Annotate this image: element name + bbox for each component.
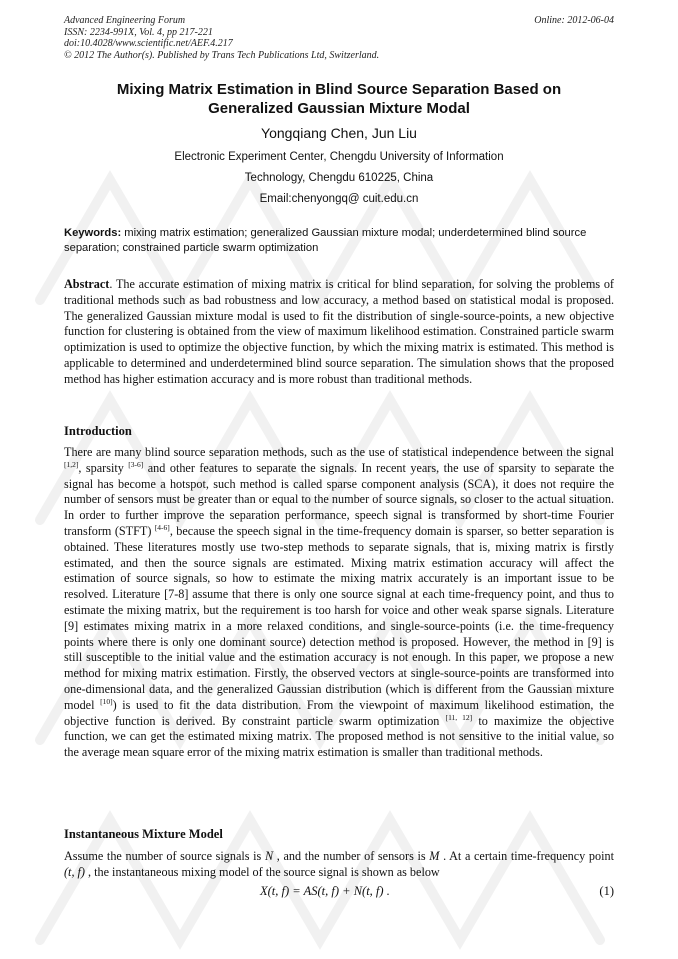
- affiliation-line-1: Electronic Experiment Center, Chengdu University of Information: [174, 151, 504, 163]
- intro-text-3: and other features to separate the signals. In recent years, the use of sparsity to separate the signal has become a hotspot, such method is called sparse component analysis (SCA), it does not require the number of sensors must be greater than or equal to the number of source signals, so closer to the actual situation. In order to further improve the separation performance, speech signal is transformed by short-time Fourier transform (STFT): [64, 460, 614, 538]
- model-heading: Instantaneous Mixture Model: [64, 827, 223, 841]
- citation: [1,2]: [64, 459, 79, 469]
- variable-tf: (t, f): [64, 864, 85, 879]
- journal-header: [64, 15, 614, 61]
- paper-title: [64, 80, 614, 118]
- citation: [4-6]: [154, 522, 170, 532]
- citation: [3-6]: [128, 459, 144, 469]
- abstract-text: . The accurate estimation of mixing matrix is critical for blind separation, for solving the problems of traditional methods such as bad robustness and low accuracy, a method based on statistical modal is proposed. The generalized Gaussian mixture modal is used to fit the distribution of single-source-points, a new objective function for clustering is obtained from the view of maximum likelihood estimation. Constrained particle swarm optimization is used to optimize the objective function, by which the mixing matrix is estimated. This method is applicable to determined and underdetermined blind source separation. The simulation shows that the proposed method has higher estimation accuracy and is more robust than traditional methods.: [64, 277, 614, 386]
- intro-text-5: ) is used to fit the data distribution. From the viewpoint of maximum likelihood estimation, the objective function is derived. By constraint particle swarm optimization: [64, 697, 614, 728]
- introduction-text: [64, 445, 614, 761]
- abstract-label: Abstract: [64, 277, 110, 291]
- issn: ISSN: 2234-991X, Vol. 4, pp 217-221: [64, 26, 213, 38]
- keywords: [64, 226, 614, 255]
- keywords-label: Keywords:: [64, 227, 122, 239]
- title-line-2: Generalized Gaussian Mixture Modal: [208, 100, 470, 117]
- journal-name: Advanced Engineering Forum: [64, 15, 186, 26]
- model-text-2: , and the number of sensors is: [273, 849, 430, 863]
- model-text-4: , the instantaneous mixing model of the source signal is shown as below: [84, 864, 440, 879]
- citation: [10]: [100, 696, 113, 706]
- model-text-3: . At a certain time-frequency point: [439, 849, 614, 863]
- variable-m: M: [429, 849, 440, 863]
- intro-text-1: There are many blind source separation methods, such as the use of statistical independence between the signal: [64, 445, 614, 459]
- variable-n: N: [264, 849, 274, 863]
- citation: [11, 12]: [445, 712, 473, 722]
- authors: Yongqiang Chen, Jun Liu: [261, 125, 417, 141]
- equation-formula: X(t, f) = AS(t, f) + N(t, f) .: [260, 884, 390, 898]
- equation-number: (1): [599, 884, 614, 898]
- doi: doi:10.4028/www.scientific.net/AEF.4.217: [64, 38, 233, 50]
- intro-text-4: , because the speech signal in the time-frequency domain is sparser, so better separation is obtained. These literatures mostly use two-step methods to separate signals, that is, mixing matrix is firstly estimated, and then the source signals are estimated. Mixing matrix estimation accuracy will affect the estimation of source signals, so how to estimate the mixing matrix accurately is an important issue to be resolved. Literature [7-8] assume that there is only one source signal at each time-frequency point, and thus to estimate the mixing matrix, but the requirement is too harsh for voice and other weak sparse signals. Literature [9] estimates mixing matrix in a more relaxed conditions, and single-source-points (i.e. the time-frequency points where there is only one dominant source) detection method is proposed. However, the method in [9] is still susceptible to the initial value and the estimation accuracy is not enough. In this paper, we propose a new method for mixing matrix estimation. Firstly, the observed vectors at single-source-points are transformed into one-dimensional data, and the generalized Gaussian distribution (which is different from the Gaussian mixture model: [64, 523, 614, 712]
- introduction-heading: Introduction: [64, 424, 132, 438]
- model-text: [64, 849, 614, 881]
- email: Email:chenyongq@ cuit.edu.cn: [259, 193, 419, 205]
- intro-text-2: , sparsity: [78, 460, 129, 475]
- online-date: Online: 2012-06-04: [534, 15, 614, 26]
- copyright: © 2012 The Author(s). Published by Trans Tech Publications Ltd, Switzerland.: [64, 49, 380, 61]
- abstract: [64, 277, 614, 388]
- keywords-text: mixing matrix estimation; generalized Gaussian mixture modal; underdetermined blind source separation; constrained particle swarm optimization: [64, 227, 587, 254]
- title-line-1: Mixing Matrix Estimation in Blind Source Separation Based on: [116, 81, 562, 98]
- affiliation-line-2: Technology, Chengdu 610225, China: [244, 172, 434, 184]
- intro-text-6: to maximize the objective function, we can get the estimated mixing matrix. The proposed method is not sensitive to the initial value, so the average mean square error of the mixing matrix estimation is smaller than traditional methods.: [64, 713, 615, 760]
- model-text-1: Assume the number of source signals is: [64, 849, 265, 863]
